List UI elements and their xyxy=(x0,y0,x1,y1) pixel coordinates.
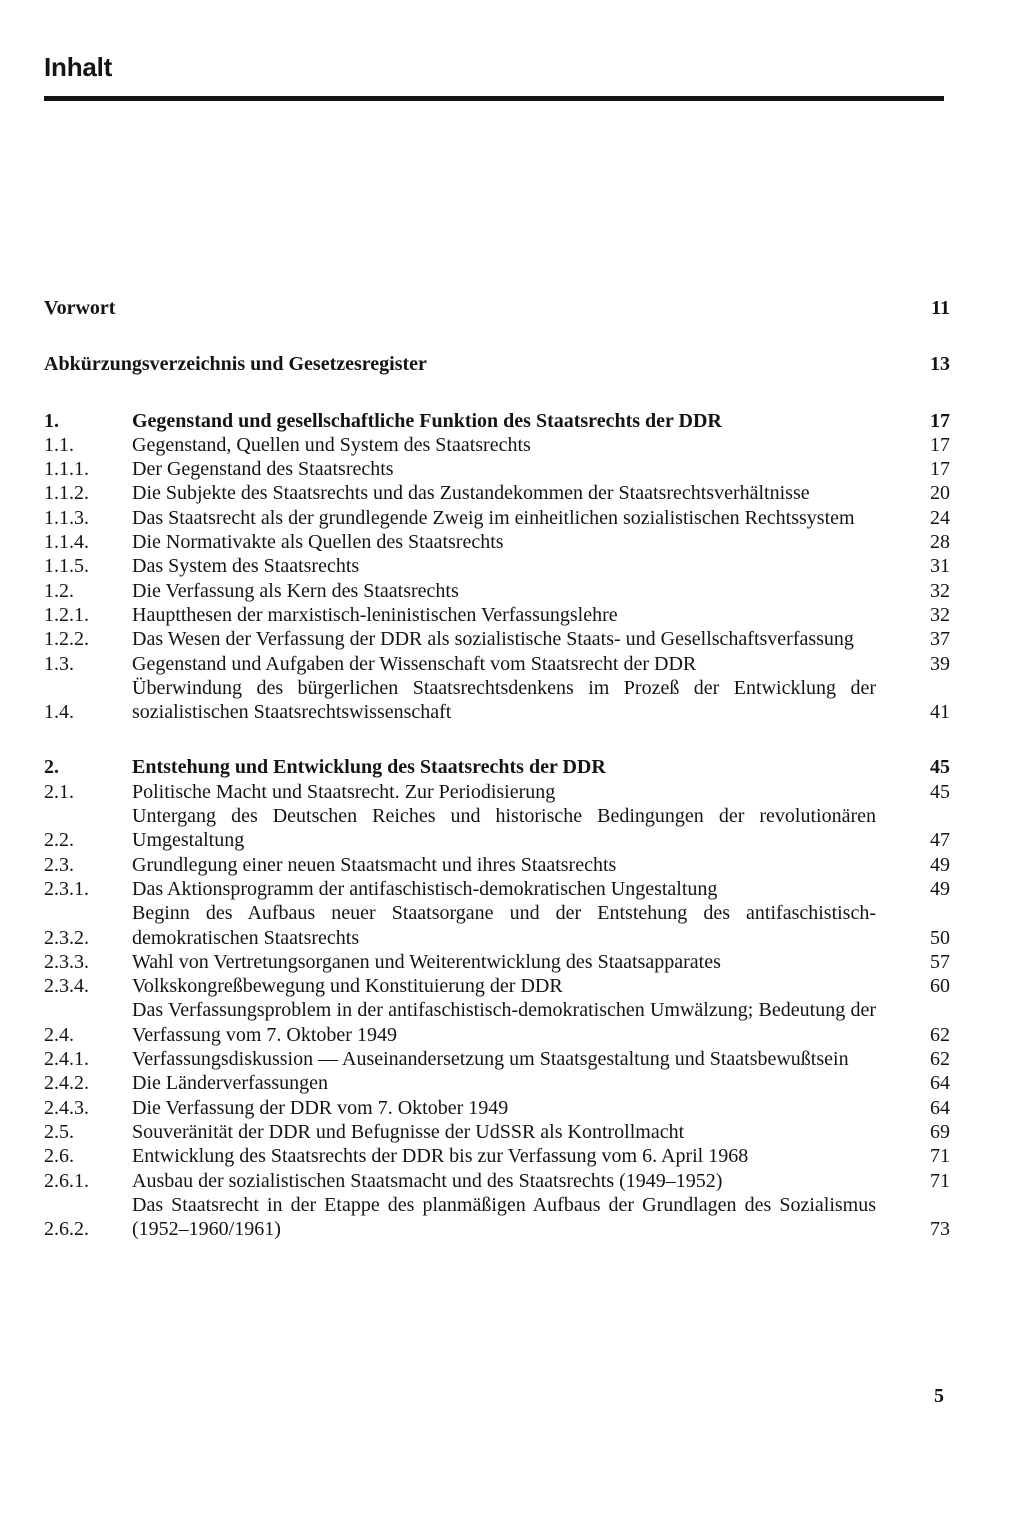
toc-number: 1.3. xyxy=(44,652,74,675)
toc-page: 28 xyxy=(930,531,950,554)
toc-entry[interactable] xyxy=(44,804,950,853)
toc-number: 1.2. xyxy=(44,579,74,602)
toc-title: Politische Macht und Staatsrecht. Zur Periodisierung xyxy=(132,780,556,803)
toc-number: 2.5. xyxy=(44,1120,74,1143)
toc-title: Überwindung des bürgerlichen Staatsrechtsdenkens im Prozeß der Entwicklung der sozialistischen Staatsrechtswissenschaft xyxy=(132,676,876,724)
toc-entry[interactable] xyxy=(44,554,950,578)
toc-entry[interactable] xyxy=(44,1047,950,1071)
toc-page: 45 xyxy=(930,780,950,803)
toc-title: Beginn des Aufbaus neuer Staatsorgane und der Entstehung des antifaschistisch-demokratischen Staatsrechts xyxy=(132,902,876,949)
toc-title: Die Verfassung als Kern des Staatsrechts xyxy=(132,579,459,602)
toc-title: Untergang des Deutschen Reiches und historische Bedingungen der revolutionären Umgestaltung xyxy=(132,805,876,852)
toc-entry[interactable] xyxy=(44,974,950,998)
toc-entry[interactable] xyxy=(44,652,950,676)
toc-number: 2.1. xyxy=(44,780,74,803)
toc-title: Die Verfassung der DDR vom 7. Oktober 1949 xyxy=(132,1096,509,1119)
toc-entry[interactable] xyxy=(44,950,950,974)
toc-page: 71 xyxy=(930,1145,950,1168)
toc-number: 2.3. xyxy=(44,853,74,876)
toc-entry[interactable] xyxy=(44,481,950,505)
toc-number: 2.6.2. xyxy=(44,1218,89,1241)
toc-number: 1. xyxy=(44,409,59,432)
toc-number: 2.2. xyxy=(44,829,74,852)
toc-title: Hauptthesen der marxistisch-leninistischen Verfassungslehre xyxy=(132,603,618,626)
toc-page: 37 xyxy=(930,628,950,651)
toc-title: Das Aktionsprogramm der antifaschistisch-demokratischen Ungestaltung xyxy=(132,877,718,900)
toc-title: Das Staatsrecht als der grundlegende Zweig im einheitlichen sozialistischen Rechtssystem xyxy=(132,506,855,529)
toc-number: 2.6.1. xyxy=(44,1169,89,1192)
toc-entry[interactable] xyxy=(44,676,950,725)
toc-title: Gegenstand und gesellschaftliche Funktion des Staatsrechts der DDR xyxy=(132,409,722,432)
toc-title: Das Staatsrecht in der Etappe des planmäßigen Aufbaus der Grundlagen des Sozialismus (1952–1960/1961) xyxy=(132,1193,876,1241)
toc-entry[interactable] xyxy=(44,1169,950,1193)
toc-number: 2.6. xyxy=(44,1145,74,1168)
toc-chapter-2[interactable] xyxy=(44,755,950,779)
toc-number: 1.1. xyxy=(44,433,74,456)
toc-page: 32 xyxy=(930,579,950,602)
toc-title: Das System des Staatsrechts xyxy=(132,555,360,578)
toc-title: Das Verfassungsproblem in der antifaschistisch-demokratischen Umwälzung; Bedeutung der Verfassung vom 7. Oktober 1949 xyxy=(132,999,876,1046)
toc-number: 2.4. xyxy=(44,1023,74,1046)
toc-entry[interactable] xyxy=(44,457,950,481)
toc-number: 1.1.3. xyxy=(44,506,89,529)
toc-page: 50 xyxy=(930,926,950,949)
toc-page: 73 xyxy=(930,1218,950,1241)
toc-number: 1.2.2. xyxy=(44,628,89,651)
toc-entry[interactable] xyxy=(44,780,950,804)
toc-page: 17 xyxy=(930,458,950,481)
toc-number: 1.2.1. xyxy=(44,603,89,626)
toc-entry[interactable] xyxy=(44,853,950,877)
toc-page: 60 xyxy=(930,975,950,998)
toc-title: Abkürzungsverzeichnis und Gesetzesregister xyxy=(44,353,427,376)
toc-title: Das Wesen der Verfassung der DDR als sozialistische Staats- und Gesellschaftsverfassung xyxy=(132,628,854,651)
toc-page: 24 xyxy=(930,506,950,529)
toc-page: 71 xyxy=(930,1169,950,1192)
toc-entry[interactable] xyxy=(44,901,950,950)
toc-entry-abkuerzungen[interactable] xyxy=(44,352,950,376)
toc-entry[interactable] xyxy=(44,998,950,1047)
toc-entry[interactable] xyxy=(44,1071,950,1095)
toc-title: Souveränität der DDR und Befugnisse der UdSSR als Kontrollmacht xyxy=(132,1120,685,1143)
toc-entry[interactable] xyxy=(44,579,950,603)
toc-page: 41 xyxy=(930,701,950,724)
toc-entry[interactable] xyxy=(44,1144,950,1168)
toc-entry[interactable] xyxy=(44,530,950,554)
page-number: 5 xyxy=(934,1385,944,1407)
toc-entry[interactable] xyxy=(44,1120,950,1144)
toc-number: 1.4. xyxy=(44,701,74,724)
toc-title: Volkskongreßbewegung und Konstituierung der DDR xyxy=(132,975,563,998)
toc-title: Ausbau der sozialistischen Staatsmacht und des Staatsrechts (1949–1952) xyxy=(132,1169,723,1192)
toc-page: 39 xyxy=(930,652,950,675)
toc-number: 1.1.4. xyxy=(44,531,89,554)
toc-page: 31 xyxy=(930,555,950,578)
toc-page: 62 xyxy=(930,1023,950,1046)
toc-title: Entstehung und Entwicklung des Staatsrechts der DDR xyxy=(132,756,606,779)
toc-page: 45 xyxy=(930,756,950,779)
toc-entry[interactable] xyxy=(44,1193,950,1242)
toc-number: 2.4.3. xyxy=(44,1096,89,1119)
toc-entry[interactable] xyxy=(44,1096,950,1120)
toc-entry[interactable] xyxy=(44,506,950,530)
toc-number: 2.3.1. xyxy=(44,877,89,900)
toc-page: 11 xyxy=(931,297,950,319)
toc-title: Vorwort xyxy=(44,297,116,319)
toc-title: Die Länderverfassungen xyxy=(132,1072,329,1095)
toc-title: Verfassungsdiskussion — Auseinandersetzung um Staatsgestaltung und Staatsbewußtsein xyxy=(132,1048,849,1071)
toc-number: 1.1.5. xyxy=(44,555,89,578)
toc-page: 57 xyxy=(930,950,950,973)
page-title: Inhalt xyxy=(44,52,113,82)
toc-page: 62 xyxy=(930,1048,950,1071)
toc-entry[interactable] xyxy=(44,627,950,651)
title-rule xyxy=(44,96,944,101)
toc-number: 2.3.4. xyxy=(44,975,89,998)
toc-title: Entwicklung des Staatsrechts der DDR bis zur Verfassung vom 6. April 1968 xyxy=(132,1145,749,1168)
toc-number: 2.3.3. xyxy=(44,950,89,973)
toc-number: 1.1.1. xyxy=(44,458,89,481)
toc-page: 17 xyxy=(930,409,950,432)
toc-entry-vorwort[interactable] xyxy=(44,296,950,320)
toc-page: 47 xyxy=(930,829,950,852)
toc-page: 20 xyxy=(930,482,950,505)
toc-title: Die Subjekte des Staatsrechts und das Zustandekommen der Staatsrechtsverhältnisse xyxy=(132,482,810,505)
toc-page: 49 xyxy=(930,877,950,900)
toc-page: 69 xyxy=(930,1120,950,1143)
toc-title: Grundlegung einer neuen Staatsmacht und ihres Staatsrechts xyxy=(132,853,617,876)
toc-number: 2.4.1. xyxy=(44,1048,89,1071)
toc-number: 2. xyxy=(44,756,59,779)
toc-page: 49 xyxy=(930,853,950,876)
toc-page: 64 xyxy=(930,1072,950,1095)
toc-number: 2.3.2. xyxy=(44,926,89,949)
table-of-contents xyxy=(44,296,950,1241)
toc-title: Gegenstand und Aufgaben der Wissenschaft vom Staatsrecht der DDR xyxy=(132,652,697,675)
toc-entry[interactable] xyxy=(44,877,950,901)
toc-number: 2.4.2. xyxy=(44,1072,89,1095)
toc-entry[interactable] xyxy=(44,603,950,627)
toc-chapter-1[interactable] xyxy=(44,409,950,433)
toc-title: Die Normativakte als Quellen des Staatsrechts xyxy=(132,531,504,554)
toc-number: 1.1.2. xyxy=(44,482,89,505)
toc-title: Der Gegenstand des Staatsrechts xyxy=(132,458,394,481)
toc-page: 13 xyxy=(930,353,950,376)
toc-page: 17 xyxy=(930,433,950,456)
toc-page: 32 xyxy=(930,603,950,626)
toc-entry[interactable] xyxy=(44,433,950,457)
toc-page: 64 xyxy=(930,1096,950,1119)
toc-title: Wahl von Vertretungsorganen und Weiterentwicklung des Staatsapparates xyxy=(132,950,721,973)
toc-title: Gegenstand, Quellen und System des Staatsrechts xyxy=(132,433,531,456)
